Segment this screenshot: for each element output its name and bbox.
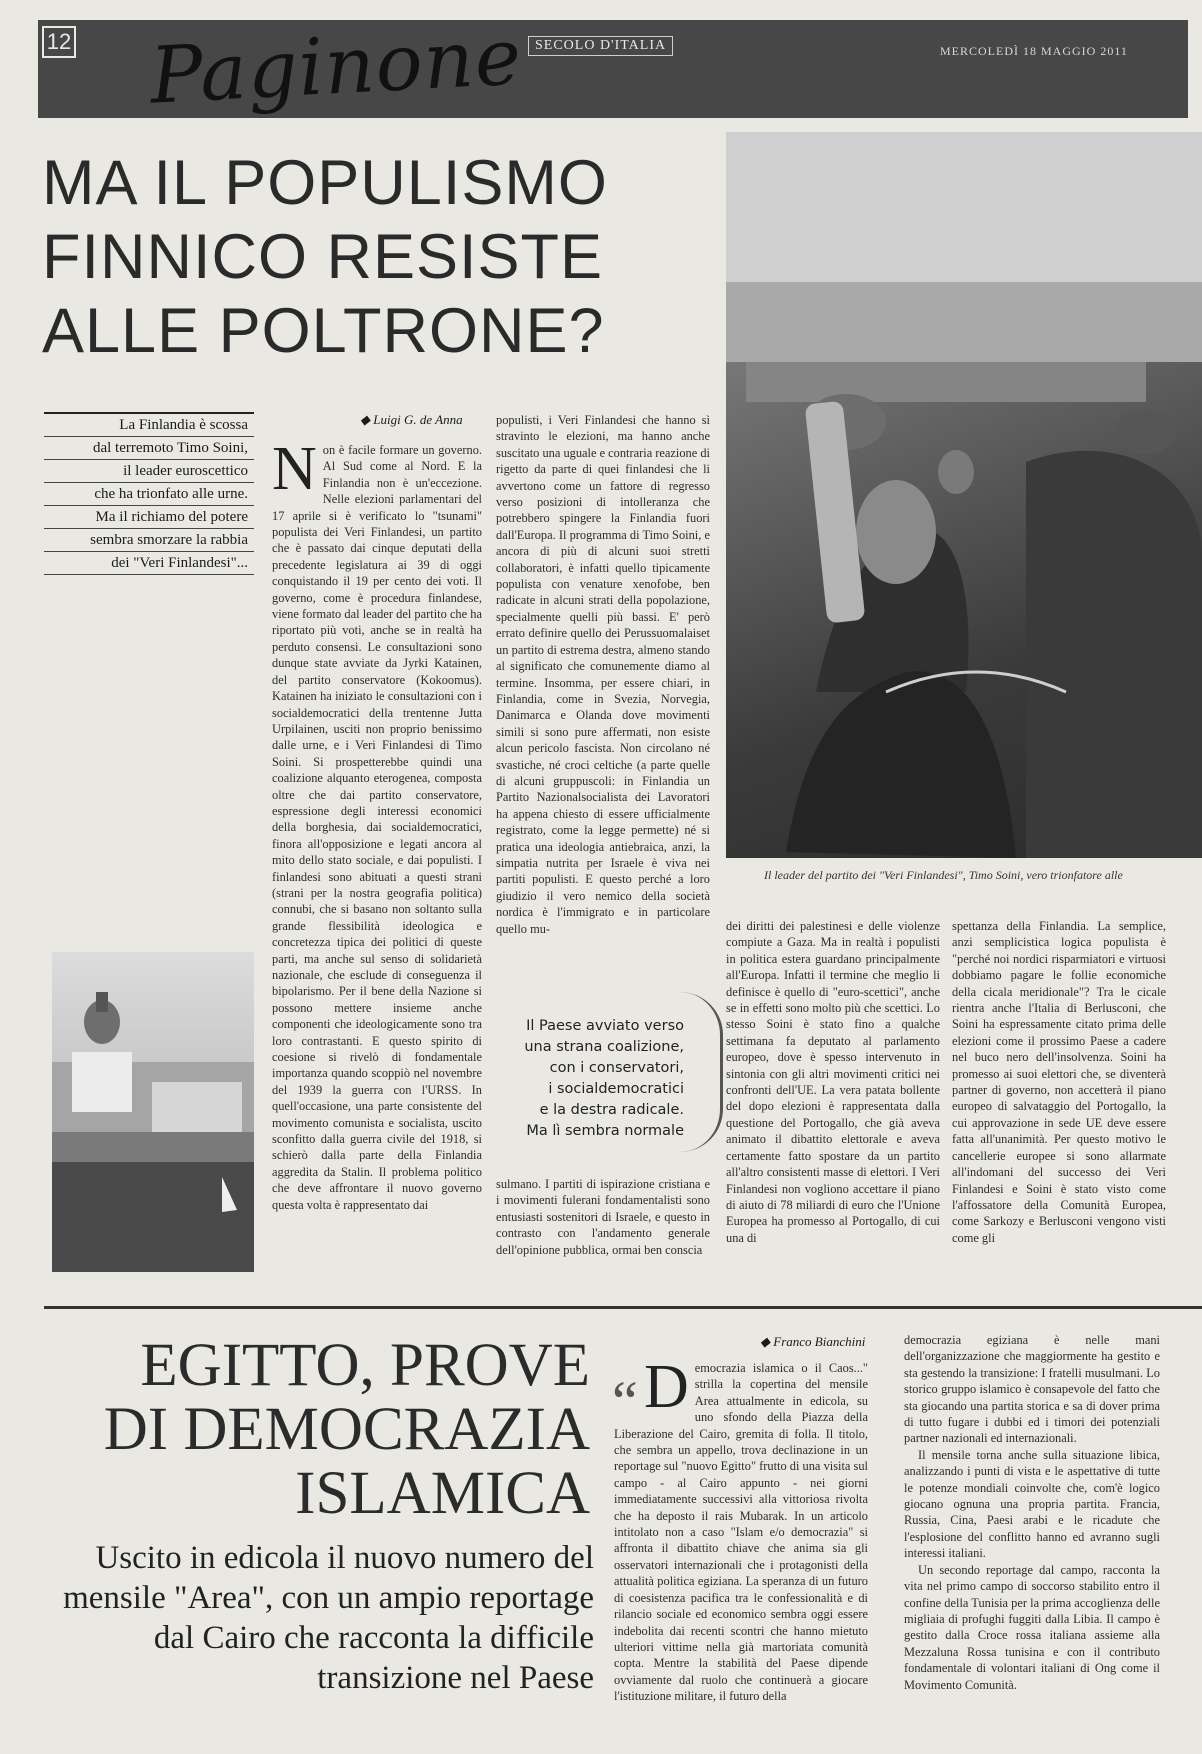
pull-quote-line: i socialdemocratici: [548, 1081, 684, 1097]
pull-quote-line: Il Paese avviato verso: [526, 1018, 684, 1034]
column-text: democrazia egiziana è nelle mani dell'organizzazione che maggiormente ha gestito e sta gestendo la transizione: I fratelli musulmani. Lo storico gruppo islamico è consapevole del fatto che sta giocando una partita storica e sa di dover prima di tutto fugare i dubbi ed i timori dei potenziali partner nazionali ed internazionali.: [904, 1333, 1160, 1446]
headline-line: ISLAMICA: [295, 1460, 590, 1527]
headline-line: EGITTO, PROVE: [140, 1332, 590, 1399]
pull-quote-bracket: [680, 992, 723, 1152]
helsinki-photo: [52, 952, 254, 1272]
article1-column-4: [952, 918, 1166, 1278]
column-text: Un secondo reportage dal campo, racconta la vita nel primo campo di soccorso stabilito entro il confine della Tunisia per la prima accoglienza delle migliaia di profughi fuggiti dalla Libia. Il campo è gestito dalla Croce rossa italiana assieme alla Mezzaluna Rossa tunisina e con il contributo fondamentale di volontari italiani di Ong come il Movimento Comunità.: [904, 1562, 1160, 1692]
byline-text: Luigi G. de Anna: [373, 412, 463, 427]
issue-date: MERCOLEDÌ 18 MAGGIO 2011: [940, 44, 1128, 58]
headline-line: MA IL POPULISMO: [42, 148, 608, 218]
opening-quote-mark: “: [612, 1369, 638, 1434]
pull-quote-line: una strana coalizione,: [524, 1039, 684, 1055]
column-text: emocrazia islamica o il Caos..." strilla la copertina del mensile Area attualmente in edicola, su uno sfondo della Piazza della Liberazione del Cairo, gremita di folla. Il titolo, che sembra un appello, trova declinazione in un reportage sul "nuovo Egitto" frutto di una visita sul campo - al Cairo appunto - nei giorni immediatamente successivi alla vittoriosa rivolta che ha deposto il rais Mubarak. In un articolo intitolato non a caso "Islam e/o democrazia" si affronta il dibattito chiave che anima sia gli osservatori internazionali che i protagonisti della attualità politica egiziana. La speranza di un futuro di coesistenza pacifica tra le confessionalità e di rilancio sociale ed economico sembra oggi essere indebolita dai recenti scontri che hanno mietuto ulteriori vittime nella già martoriata comunità copta. Mentre la stabilità del Paese dipende ovviamente dal ruolo che continuerà a giocare l'istituzione militare, il futuro della: [614, 1361, 868, 1704]
article1-column-1: [272, 442, 482, 1278]
pull-quote-line: con i conservatori,: [549, 1060, 684, 1076]
article2-column-1: [614, 1360, 868, 1750]
headline-line: DI DEMOCRAZIA: [103, 1396, 590, 1463]
column-text: populisti, i Veri Finlandesi che hanno sì stravinto le elezioni, ma hanno anche suscitato una uguale e contraria reazione di rigetto da parte di quei finlandesi che li avvertono come un fattore di regresso verso posizioni di intolleranza che potrebbero spingere la Finlandia fuori dall'Europa. Il programma di Timo Soini, e ancora di più di alcuni suoi stretti collaboratori, è infatti quello tipicamente populista con venature xenofobe, ben radicate in alcuni strati della popolazione, specialmente quelli più bassi. E' però errato definire quello dei Perussuomalaiset un partito di estrema destra, almeno stando al significato che comunemente diamo al termine. Insomma, per essere chiari, in Finlandia, come in Svezia, Norvegia, Danimarca e Olanda dove movimenti simili si sono pure affermati, non esiste alcun pericolo fascista. Non circolano né svastiche, né croci celtiche (a parte quelle di alcuni gruppuscoli: in Finlandia un Partito Nazionalsocialista dei Lavoratori ha appena chiesto di essere ufficialmente registrato, come la legge permette) né si pratica una ideologia antiebraica, anzi, la simpatia nutrita per Israele è viva nei partiti populisti. E questo perché a loro giudizio il vero nemico della società nordica è l'immigrato e in particolare quello mu-: [496, 413, 710, 936]
article2-column-2: [904, 1332, 1160, 1752]
soini-photo: [726, 132, 1202, 858]
lead-line: dal terremoto Timo Soini,: [44, 437, 254, 460]
byline-diamond-icon: ◆: [760, 1334, 774, 1349]
section-divider: [44, 1306, 1202, 1309]
photo-caption: Il leader del partito dei "Veri Finlandesi", Timo Soini, vero trionfatore alle: [764, 868, 1123, 882]
pull-quote-line: e la destra radicale.: [539, 1102, 684, 1118]
lead-line: il leader euroscettico: [44, 460, 254, 483]
byline-text: Franco Bianchini: [773, 1334, 866, 1349]
column-text: Il mensile torna anche sulla situazione libica, analizzando i punti di vista e le aspettative di tutte le potenze mondiali coinvolte che, com'è logico giocano ognuna una propria partita. Francia, Russia, Cina, Paesi arabi e le ricadute che l'esplosione del conflitto hanno ed avranno sugli interessi italiani.: [904, 1447, 1160, 1561]
column-text: spettanza della Finlandia. La semplice, anzi semplicistica logica populista è "perché noi nordici risparmiatori e virtuosi dobbiamo pagare le follie economiche della cicala meridionale"? Tra le cicale rientra anche l'Italia di Berlusconi, che Soini ha espressamente citato prima delle elezioni come il prossimo Paese a cadere nel buco nero dell'insolvenza. Soini ha promesso ai suoi elettori che, se diventerà partner di governo, non accetterà il piano europeo di salvataggio del Portogallo, la cui approvazione in sede UE deve essere fatta all'unanimità. Per questo motivo le cancellerie europee si sono allarmate all'indomani del successo dei Veri Finlandesi e Soini è stato visto come l'affossatore della Comunità Europea, come Sarkozy e Berlusconi vengono visti come gli: [952, 919, 1166, 1245]
byline-diamond-icon: ◆: [360, 412, 374, 427]
drop-cap: D: [644, 1360, 689, 1421]
article2-subhead: Uscito in edicola il nuovo numero del mensile "Area", con un ampio reportage dal Cairo che racconta la difficile transizione nel Paese: [63, 1540, 594, 1696]
headline-line: ALLE POLTRONE?: [42, 296, 605, 366]
lead-line: sembra smorzare la rabbia: [44, 529, 254, 552]
article1-column-2b: [496, 1176, 710, 1278]
article2-byline: [760, 1334, 865, 1350]
lead-line: La Finlandia è scossa: [44, 414, 254, 437]
lead-line: dei "Veri Finlandesi"...: [44, 552, 254, 575]
article1-column-3: [726, 918, 940, 1278]
column-text: dei diritti dei palestinesi e delle violenze compiute a Gaza. Ma in realtà i populisti in politica estera guardano principalmente all'Europa. Infatti il termine che meglio li definisce è quello di "euro-scettici", anche se in effetti sono molto più che scettici. Lo stesso Soini è stato fino a qualche settimana fa deputato al parlamento europeo, dove è spesso intervenuto in sintonia con gli altri movimenti critici nei confronti dell'UE. La vera patata bollente del dopo elezioni è rappresentata dalla questione del Portogallo, che già aveva animato il dibattito elettorale e aveva certamente fatto spostare da un partito all'altro consistenti masse di elettori. I Veri Finlandesi non vogliono accettare il piano di aiuto di 78 miliardi di euro che l'Unione Europea ha promesso al Portogallo, di cui una di: [726, 919, 940, 1245]
article1-headline: [42, 146, 722, 368]
masthead: SECOLO D'ITALIA: [528, 36, 673, 56]
lead-line: che ha trionfato alle urne.: [44, 483, 254, 506]
article1-column-2: [496, 412, 710, 984]
column-text: sulmano. I partiti di ispirazione cristiana e i movimenti fulerani fondamentalisti sono entusiasti sostenitori di Israele, e questo in contrasto con l'andamento generale dell'opinione pubblica, ormai ben conscia: [496, 1177, 710, 1257]
article2-headline: [60, 1334, 590, 1526]
pull-quote-line: Ma lì sembra normale: [526, 1123, 684, 1139]
lead-box: [44, 412, 254, 575]
article1-byline: [360, 412, 463, 428]
pull-quote: [496, 1016, 684, 1142]
drop-cap: N: [272, 442, 317, 503]
section-title: Paginone: [147, 12, 525, 122]
lead-line: Ma il richiamo del potere: [44, 506, 254, 529]
headline-line: FINNICO RESISTE: [42, 222, 604, 292]
column-text: on è facile formare un governo. Al Sud come al Nord. E la Finlandia non è un'eccezione. Nelle elezioni parlamentari del 17 aprile si è verificato lo "tsunami" populista dei Veri Finlandesi, un partito che è passato dai cinque deputati della precedente legislatura ai 39 di oggi conquistando il 19 per cento dei voti. Il governo, come è procedura finlandese, viene formato dal leader del partito che ha riportato più voti, anche se in realtà ha perduto consensi. Le consultazioni sono dunque state avviate da Jyrki Katainen, del partito conservatore (Kokoomus). Katainen ha iniziato le consultazioni con i socialdemocratici della trentenne Jutta Urpilainen, usciti non proprio benissimo dalle urne, e i Veri Finlandesi di Timo Soini. Si prospetterebbe quindi una coalizione alquanto eterogenea, composta oltre che dai partito conservatore, espressione degli interessi economici della borghesia, dai socialdemocratici, finora all'opposizione e legati ancora al mito dello stato sociale, e dai populisti. I finlandesi sono abituati a questi strani (strani per la nostra geografia politica) connubi, che si basano non soltanto sulla grande flessibilità ideologica e concretezza tipica dei politici di queste parti, ma anche sul senso di solidarietà nazionale, che esclude di conseguenza il bipolarismo. Per il bene della Nazione si possono mettere insieme anche componenti che ideologicamente sono tra loro contrastanti. E questo spirito di coesione si rivelò di fondamentale importanza quando scoppiò nel novembre del 1939 la guerra con l'URSS. In quell'occasione, una parte consistente del movimento comunista e socialista, uscito sconfitto dalla guerra civile del 1918, si schierò dalla parte della Finlandia aggredita da Stalin. Il problema politico che deve affrontare il nuovo governo questa volta è rappresentato dai: [272, 443, 482, 1212]
page-number: 12: [42, 26, 76, 58]
